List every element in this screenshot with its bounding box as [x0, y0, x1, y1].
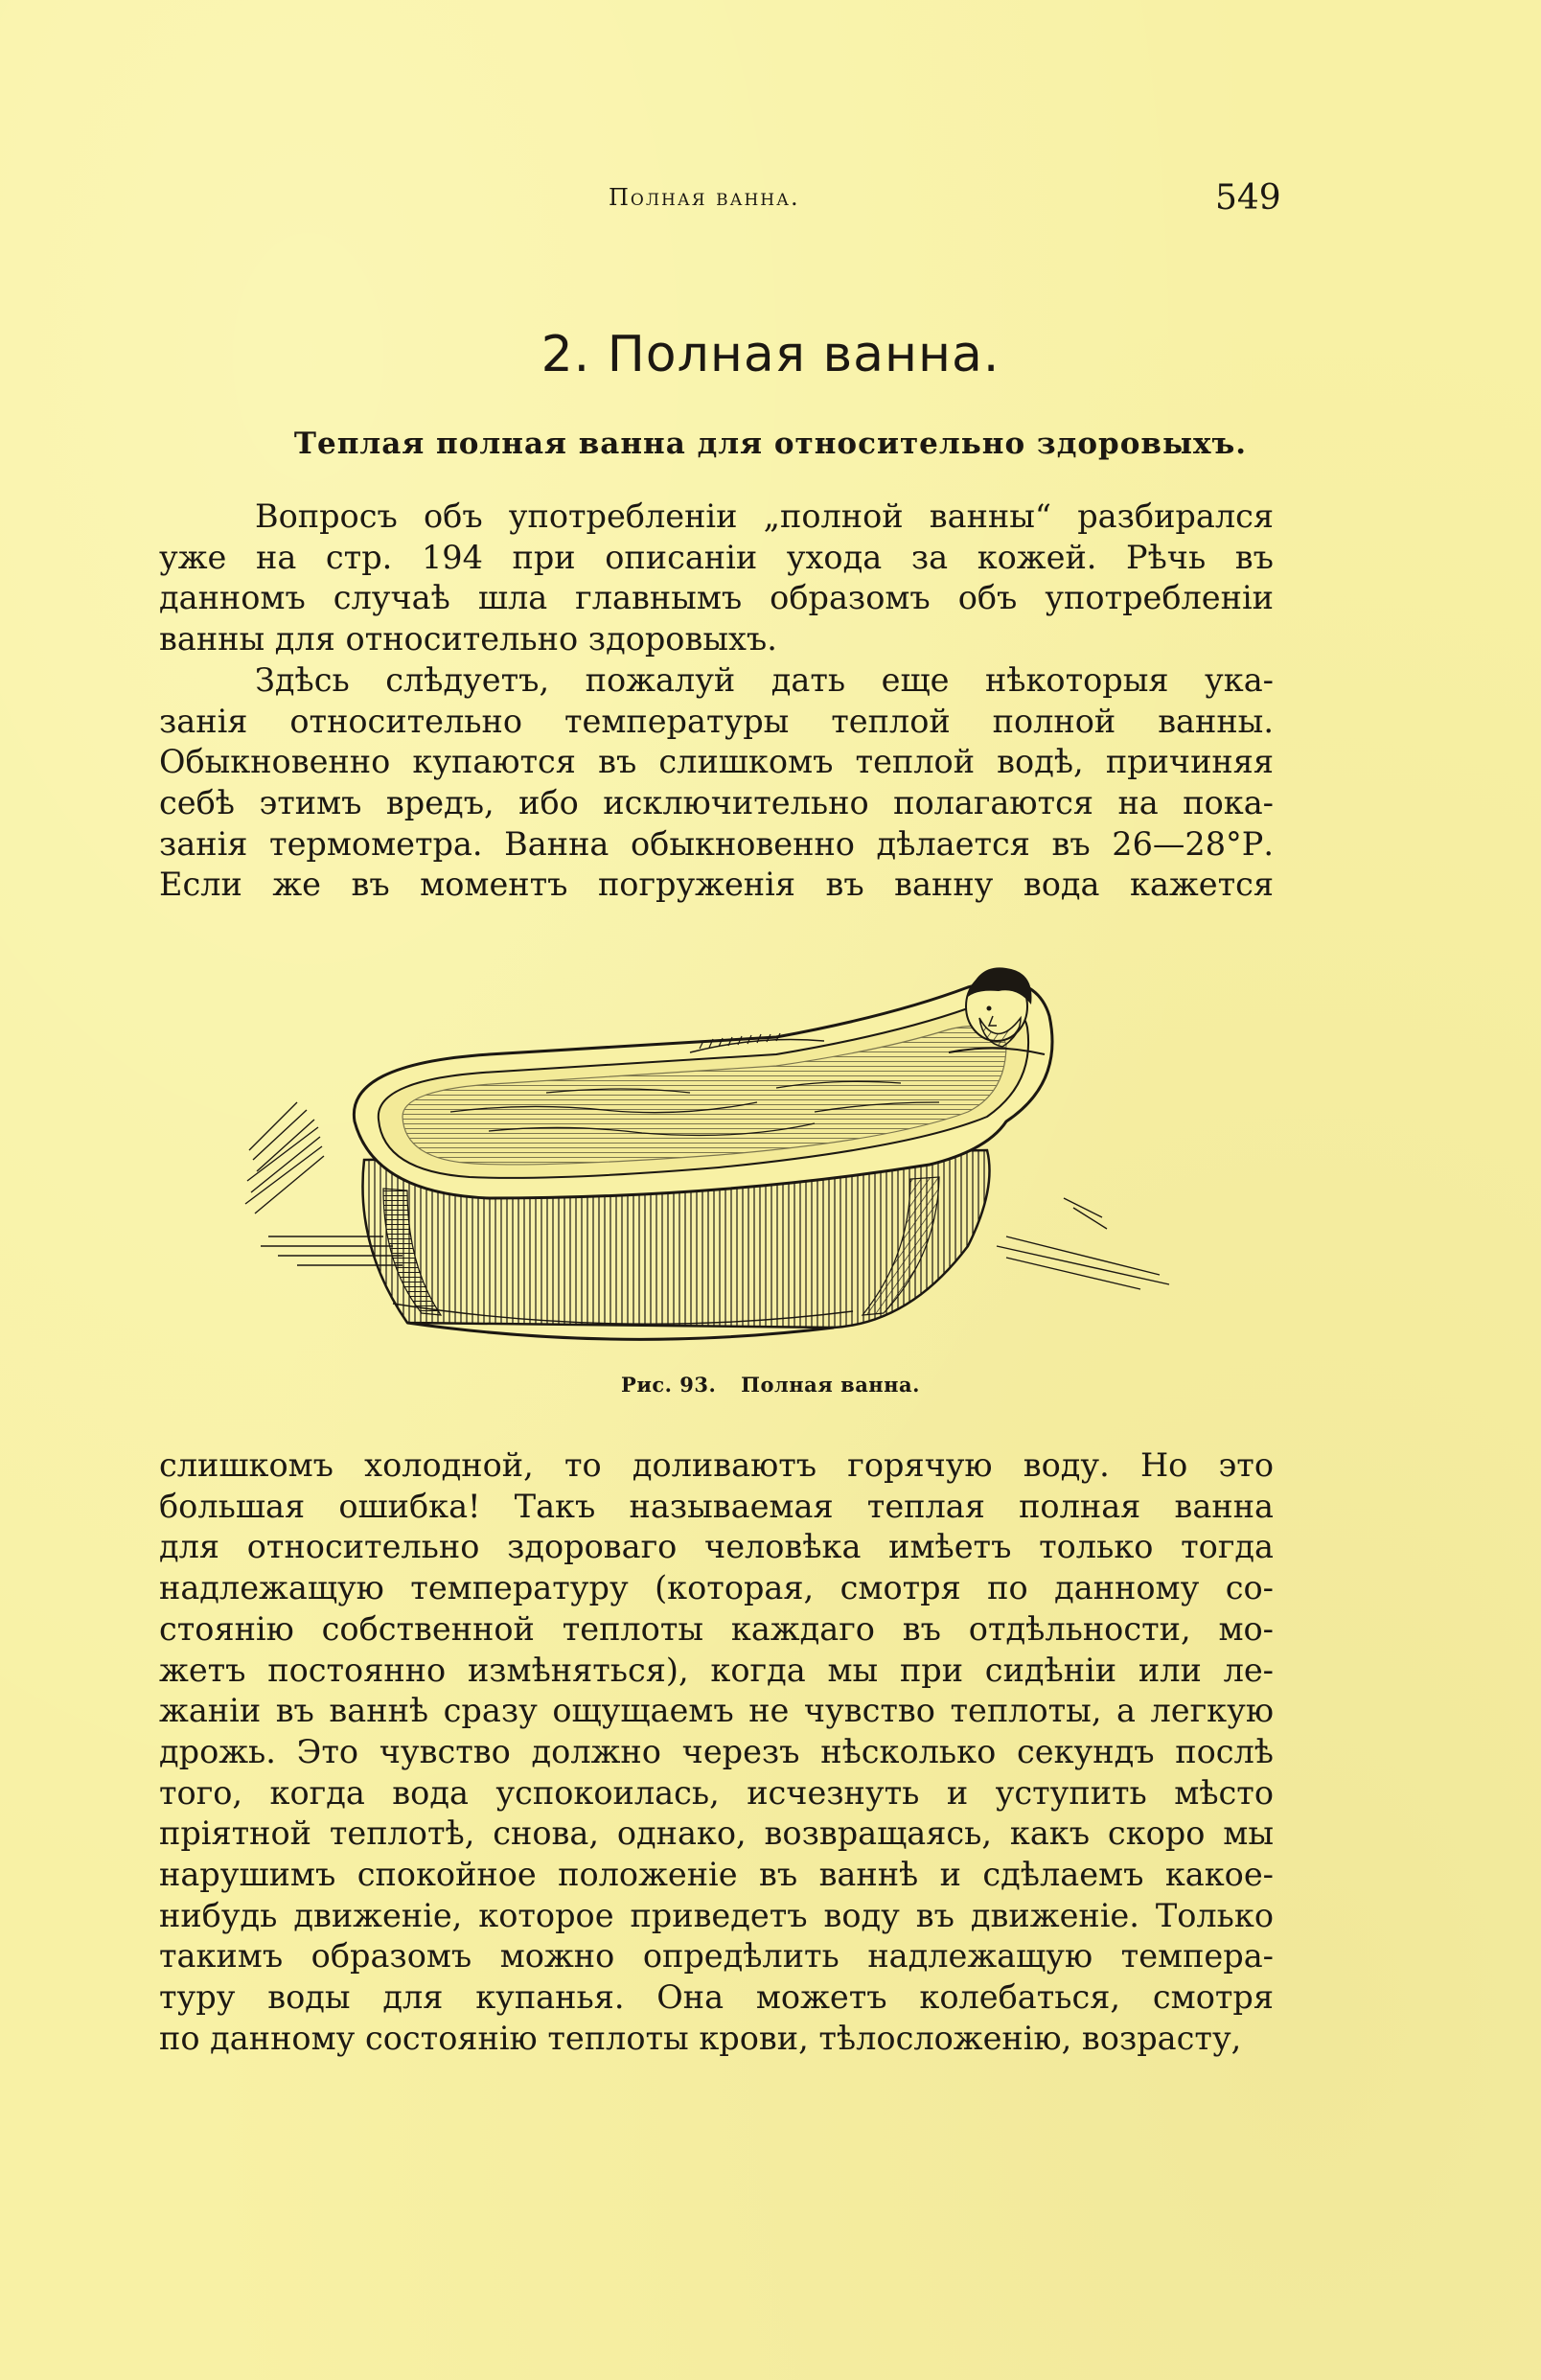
- text-line: такимъ образомъ можно опредѣлить надлежащую темпера-: [159, 1937, 1274, 1976]
- text-line: жетъ постоянно измѣняться), когда мы при сидѣніи или ле-: [159, 1651, 1274, 1689]
- text-line: дрожь. Это чувство должно черезъ нѣсколько секундъ послѣ: [159, 1732, 1274, 1770]
- text-line: жаніи въ ваннѣ сразу ощущаемъ не чувство теплоты, а легкую: [159, 1692, 1274, 1730]
- text-line: занія термометра. Ванна обыкновенно дѣлается въ 26—28°Р.: [159, 824, 1274, 863]
- text-line: Здѣсь слѣдуетъ, пожалуй дать еще нѣкоторыя ука-: [255, 660, 1274, 699]
- text-line: Если же въ моментъ погруженія въ ванну вода кажется: [159, 866, 1274, 904]
- text-line: уже на стр. 194 при описаніи ухода за кожей. Рѣчь въ: [159, 538, 1274, 576]
- text-line: данномъ случаѣ шла главнымъ образомъ объ употребленіи: [159, 579, 1274, 617]
- text-line: ванны для относительно здоровыхъ.: [159, 620, 777, 659]
- chapter-title: 2. Полная ванна.: [540, 326, 1000, 383]
- figure-caption: [0, 1373, 1541, 1397]
- page-number: 549: [1215, 178, 1281, 218]
- bathtub-illustration: [240, 959, 1198, 1361]
- text-block-bottom: [159, 1445, 1274, 2060]
- text-line: надлежащую температуру (которая, смотря по данному со-: [159, 1569, 1274, 1607]
- section-title: Теплая полная ванна для относительно здоровыхъ.: [293, 427, 1248, 461]
- text-line: Обыкновенно купаются въ слишкомъ теплой водѣ, причиняя: [159, 743, 1274, 781]
- text-line: себѣ этимъ вредъ, ибо исключительно полагаются на пока-: [159, 783, 1274, 821]
- bathtub-engraving-icon: [240, 959, 1198, 1361]
- text-line: слишкомъ холодной, то доливаютъ горячую воду. Но это: [159, 1446, 1274, 1484]
- text-line: большая ошибка! Такъ называемая теплая полная ванна: [159, 1487, 1274, 1525]
- figure-title: Полная ванна.: [741, 1373, 920, 1397]
- text-line: занія относительно температуры теплой полной ванны.: [159, 702, 1274, 740]
- text-line: туру воды для купанья. Она можетъ колебаться, смотря: [159, 1978, 1274, 2017]
- figure-label: Рис. 93.: [621, 1373, 717, 1397]
- text-line: стоянію собственной теплоты каждаго въ отдѣльности, мо-: [159, 1609, 1274, 1648]
- text-line: по данному состоянію теплоты крови, тѣлосложенію, возрасту,: [159, 2019, 1242, 2057]
- text-line: того, когда вода успокоилась, исчезнуть и уступить мѣсто: [159, 1773, 1274, 1812]
- text-block-top: [159, 497, 1274, 906]
- text-line: для относительно здороваго человѣка имѣетъ только тогда: [159, 1528, 1274, 1566]
- text-line: нарушимъ спокойное положеніе въ ваннѣ и сдѣлаемъ какое-: [159, 1856, 1274, 1894]
- text-line: пріятной теплотѣ, снова, однако, возвращаясь, какъ скоро мы: [159, 1814, 1274, 1853]
- running-header: [0, 178, 1541, 217]
- running-title: Полная ванна.: [609, 184, 800, 211]
- text-line: Вопросъ объ употребленіи „полной ванны“ разбирался: [255, 497, 1274, 535]
- text-line: нибудь движеніе, которое приведетъ воду въ движеніе. Только: [159, 1896, 1274, 1934]
